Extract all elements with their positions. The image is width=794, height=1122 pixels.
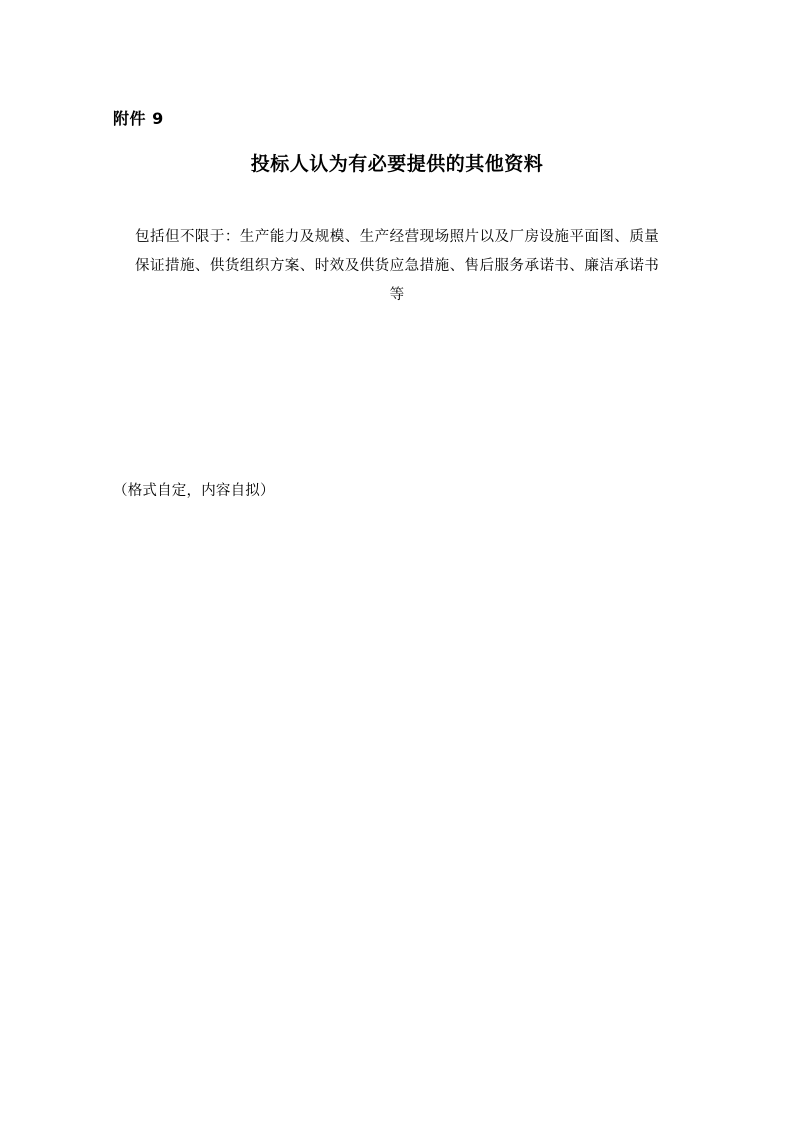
page-title: 投标人认为有必要提供的其他资料 <box>250 153 544 176</box>
body-paragraph: 包括但不限于：生产能力及规模、生产经营现场照片以及厂房设施平面图、质量保证措施、供货组织方案、时效及供货应急措施、售后服务承诺书、廉洁承诺书等 <box>135 228 659 303</box>
attachment-label: 附件 9 <box>113 109 164 128</box>
format-note: （格式自定，内容自拟） <box>113 483 275 499</box>
